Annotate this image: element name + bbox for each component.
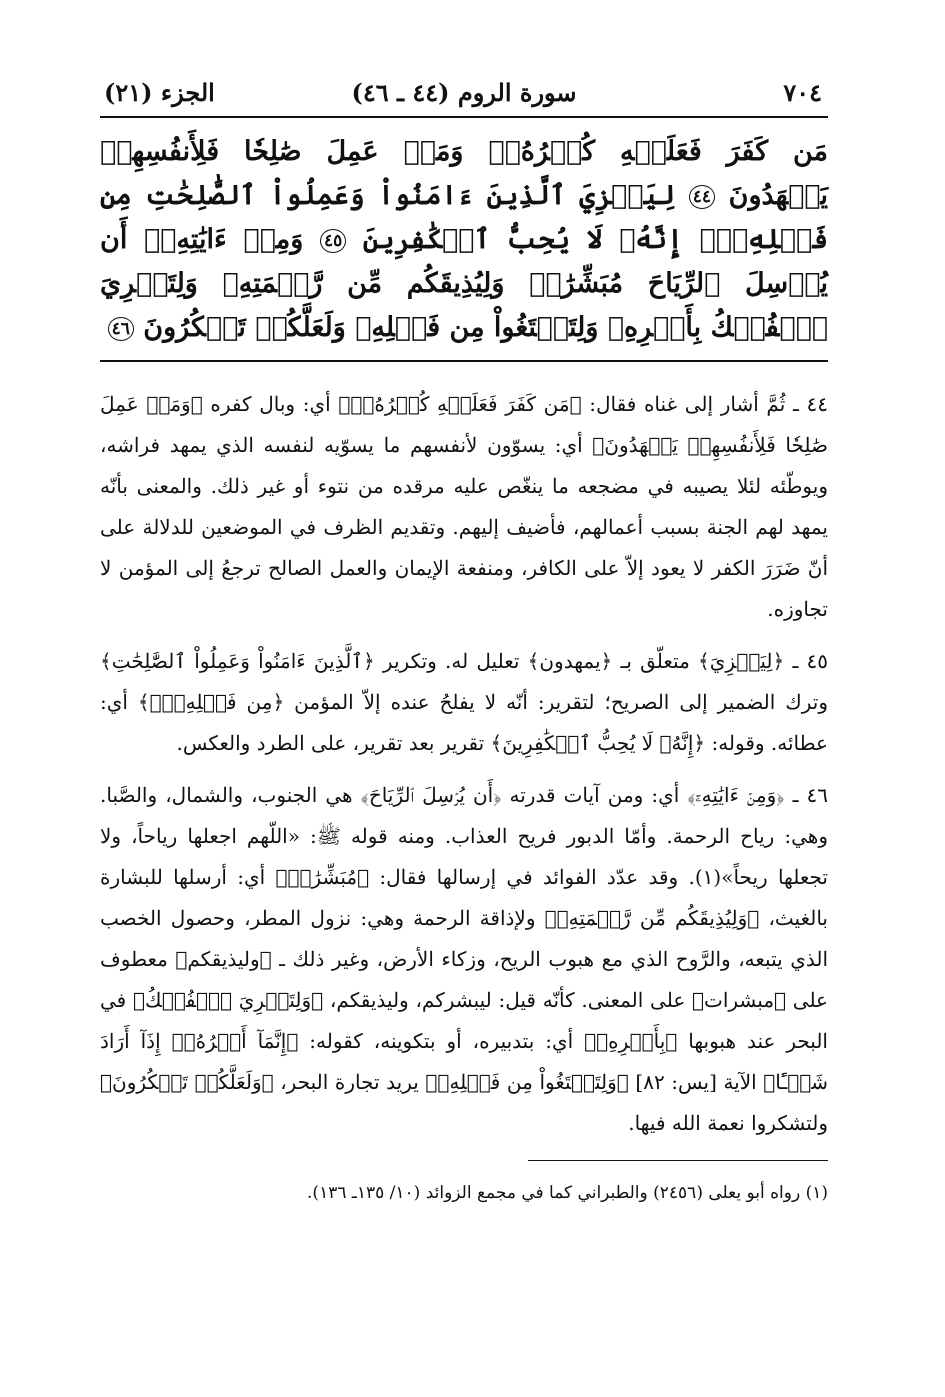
commentary <box>100 384 828 1144</box>
footnote: (١) رواه أبو يعلى (٢٤٥٦) والطبراني كما في مجمع الزوائد (١٠/ ١٣٥ـ ١٣٦). <box>307 1183 828 1203</box>
commentary-paragraph-45: ٤٥ ـ ﴿لِيَجۡزِيَ﴾ متعلّق بـ ﴿يمهدون﴾ تعليل له. وتكرير ﴿ٱلَّذِينَ ءَامَنُواْ وَعَمِلُواْ ٱلصَّٰلِحَٰتِ﴾ وترك الضمير إلى الصريح؛ لتقرير: أنّه لا يفلحُ عنده إلاّ المؤمن ﴿مِن فَضۡلِهِۦٓۚ﴾ أي: عطائه. وقوله: ﴿إِنَّهُۥ لَا يُحِبُّ ٱلۡكَٰفِرِينَ﴾ تقرير بعد تقرير، على الطرد والعكس. <box>100 649 828 755</box>
book-page <box>100 70 828 1207</box>
ayah-number-marker: ٤٦ <box>108 317 134 341</box>
part-label: الجزء (٢١) <box>104 78 215 107</box>
verses-divider <box>100 360 828 362</box>
quran-verses <box>100 130 828 350</box>
ayah-number-marker: ٤٤ <box>689 185 715 209</box>
commentary-paragraph-46: ٤٦ ـ ﴿وَمِنۡ ءَايَٰتِهِۦٓ﴾ أي: ومن آيات قدرته ﴿أَن يُرۡسِلَ ٱلرِّيَاحَ﴾ هي الجنوب، والشمال، والصَّبا. وهي: رياح الرحمة. وأمّا الدبور فريح العذاب. ومنه قوله ﷺ: «اللّهم اجعلها رياحاً، ولا تجعلها ريحاً»(١). وقد عدّد الفوائد في إرسالها فقال: ﴿مُبَشِّرَٰتٖ﴾ أي: أرسلها للبشارة بالغيث، ﴿وَلِيُذِيقَكُم مِّن رَّحۡمَتِهِۦ﴾ ولإذاقة الرحمة وهي: نزول المطر، وحصول الخصب الذي يتبعه، والرَّوح الذي مع هبوب الريح، وزكاء الأرض، وغير ذلك ـ ﴿وليذيقكم﴾ معطوف على ﴿مبشرات﴾ على المعنى. كأنّه قيل: ليبشركم، وليذيقكم، ﴿وَلِتَجۡرِيَ ٱلۡفُلۡكُ﴾ في البحر عند هبوبها ﴿بِأَمۡرِهِۦ﴾ أي: بتدبيره، أو بتكوينه، كقوله: ﴿إِنَّمَآ أَمۡرُهُۥٓ إِذَآ أَرَادَ شَيۡـًٔا﴾ الآية [يس: ٨٢] ﴿وَلِتَبۡتَغُواْ مِن فَضۡلِهِۦ﴾ يريد تجارة البحر، ﴿وَلَعَلَّكُمۡ تَشۡكُرُونَ﴾ ولتشكروا نعمة الله فيها. <box>100 783 829 1135</box>
commentary-paragraph-44: ٤٤ ـ ثُمَّ أشار إلى غناه فقال: ﴿مَن كَفَرَ فَعَلَيۡهِ كُفۡرُهُۥۖ﴾ أي: وبال كفره ﴿وَمَنۡ عَمِلَ صَٰلِحٗا فَلِأَنفُسِهِمۡ يَمۡهَدُونَ﴾ أي: يسوّون لأنفسهم ما يسوّيه لنفسه الذي يمهد فراشه، ويوطّئه لئلا يصيبه في مضجعه ما ينغّص عليه مرقده من نتوء أو غير ذلك. والمعنى بأنّه يمهد لهم الجنة بسبب أعمالهم، فأضيف إليهم. وتقديم الظرف في الموضعين للدلالة على أنّ ضَرَرَ الكفر لا يعود إلاّ على الكافر، ومنفعة الإيمان والعمل الصالح ترجعُ إلى المؤمن لا تجاوزه. <box>100 392 828 621</box>
page-number: ٧٠٤ <box>783 78 822 107</box>
verse-44: مَن كَفَرَ فَعَلَيۡهِ كُفۡرُهُۥۖ وَمَنۡ عَمِلَ صَٰلِحٗا فَلِأَنفُسِهِمۡ يَمۡهَدُونَ <box>100 136 829 211</box>
footnote-rule <box>528 1160 828 1161</box>
page-header <box>100 70 828 118</box>
verse-46: وَمِنۡ ءَايَٰتِهِۦٓ أَن يُرۡسِلَ ٱلرِّيَاحَ مُبَشِّرَٰتٖ وَلِيُذِيقَكُم مِّن رَّحۡمَتِهِۦ وَلِتَجۡرِيَ ٱلۡفُلۡكُ بِأَمۡرِهِۦ وَلِتَبۡتَغُواْ مِن فَضۡلِهِۦ وَلَعَلَّكُمۡ تَشۡكُرُونَ <box>100 224 828 343</box>
ayah-number-marker: ٤٥ <box>320 229 346 253</box>
verse-45: لِيَجۡزِيَ ٱلَّذِينَ ءَامَنُواْ وَعَمِلُواْ ٱلصَّٰلِحَٰتِ مِن فَضۡلِهِۦٓۚ إِنَّهُۥ لَا يُحِبُّ ٱلۡكَٰفِرِينَ <box>100 180 829 255</box>
surah-title: سورة الروم (٤٤ ـ ٤٦) <box>351 78 577 107</box>
